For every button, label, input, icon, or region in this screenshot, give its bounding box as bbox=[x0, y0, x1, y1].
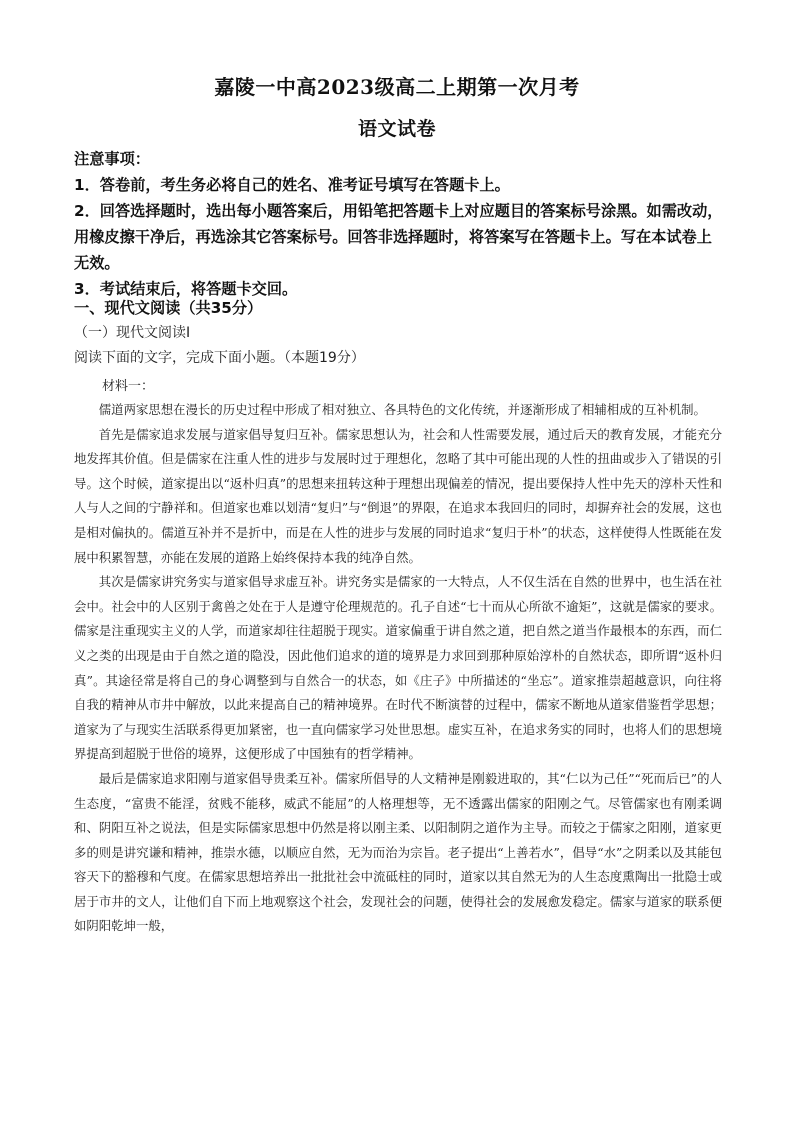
exam-subtitle: 语文试卷 bbox=[357, 118, 436, 140]
notice-block bbox=[74, 146, 724, 302]
material-paragraph: 最后是儒家追求阳刚与道家倡导贵柔互补。儒家所倡导的人文精神是刚毅进取的，其“仁以为己任”“死而后已”的人生态度，“富贵不能淫，贫贱不能移，威武不能屈”的人格理想等，无不透露出儒家的阳刚之气。尽管儒家也有刚柔调和、阴阳互补之说法，但是实际儒家思想中仍然是将以刚主柔、以阳制阴之道作为主导。而较之于儒家之阳刚，道家更多的则是讲究谦和精神，推崇水德，以顺应自然，无为而治为宗旨。老子提出“上善若水”，倡导“水”之阴柔以及其能包容天下的豁穆和气度。在儒家思想培养出一批批社会中流砥柱的同时，道家以其自然无为的人生态度熏陶出一批隐士或居于市井的文人，让他们自下而上地观察这个社会，发现社会的问题，使得社会的发展愈发稳定。儒家与道家的联系便如阴阳乾坤一般， bbox=[74, 770, 722, 934]
material-label: 材料一： bbox=[102, 379, 155, 394]
notice-heading: 注意事项： bbox=[74, 150, 150, 168]
reading-instruction: 阅读下面的文字，完成下面小题。（本题19分） bbox=[74, 350, 365, 366]
notice-item-2: 2．回答选择题时，选出每小题答案后，用铅笔把答题卡上对应题目的答案标号涂黑。如需改动，用橡皮擦干净后，再选涂其它答案标号。回答非选择题时，将答案写在答题卡上。写在本试卷上无效。 bbox=[74, 202, 723, 272]
section-subtitle: （一）现代文阅读Ⅰ bbox=[74, 325, 191, 341]
part-title: 一、现代文阅读（共35分） bbox=[74, 299, 263, 317]
exam-title: 嘉陵一中高2023级高二上期第一次月考 bbox=[214, 75, 580, 99]
material-paragraph: 其次是儒家讲究务实与道家倡导求虚互补。讲究务实是儒家的一大特点，人不仅生活在自然的世界中，也生活在社会中。社会中的人区别于禽兽之处在于人是遵守伦理规范的。孔子自述“七十而从心所欲不逾矩”，这就是儒家的要求。儒家是注重现实主义的人学，而道家却往往超脱于现实。道家偏重于讲自然之道，把自然之道当作最根本的东西，而仁义之类的出现是由于自然之道的隐没，因此他们追求的道的境界是力求回到那种原始淳朴的自然状态，即所谓“返朴归真”。其途径常是将自己的身心调整到与自然合一的状态，如《庄子》中所描述的“坐忘”。道家推崇超越意识，向往将自我的精神从市井中解放，以此来提高自己的精神境界。在时代不断演替的过程中，儒家不断地从道家借鉴哲学思想；道家为了与现实生活联系得更加紧密，也一直向儒家学习处世思想。虚实互补，在追求务实的同时，也将人们的思想境界提高到超脱于世俗的境界，这便形成了中国独有的哲学精神。 bbox=[74, 574, 722, 762]
notice-item-1: 1．答卷前，考生务必将自己的姓名、准考证号填写在答题卡上。 bbox=[74, 176, 510, 194]
material-paragraph: 首先是儒家追求发展与道家倡导复归互补。儒家思想认为，社会和人性需要发展，通过后天的教育发展，才能充分地发挥其价值。但是儒家在注重人性的进步与发展时过于理想化，忽略了其中可能出现的人性的扭曲或步入了错误的引导。这个时候，道家提出以“返朴归真”的思想来扭转这种于理想出现偏差的情况，提出要保持人性中先天的淳朴天性和人与人之间的宁静祥和。但道家也难以划清“复归”与“倒退”的界限，在追求本我回归的同时，却摒弃社会的发展，这也是相对偏执的。儒道互补并不是折中，而是在人性的进步与发展的同时追求“复归于朴”的状态，这样使得人性既能在发展中积累智慧，亦能在发展的道路上始终保持本我的纯净自然。 bbox=[74, 426, 722, 565]
material-text bbox=[74, 398, 722, 939]
material-paragraph: 儒道两家思想在漫长的历史过程中形成了相对独立、各具特色的文化传统，并逐渐形成了相辅相成的互补机制。 bbox=[98, 402, 706, 417]
notice-item-3: 3．考试结束后，将答题卡交回。 bbox=[74, 280, 298, 298]
